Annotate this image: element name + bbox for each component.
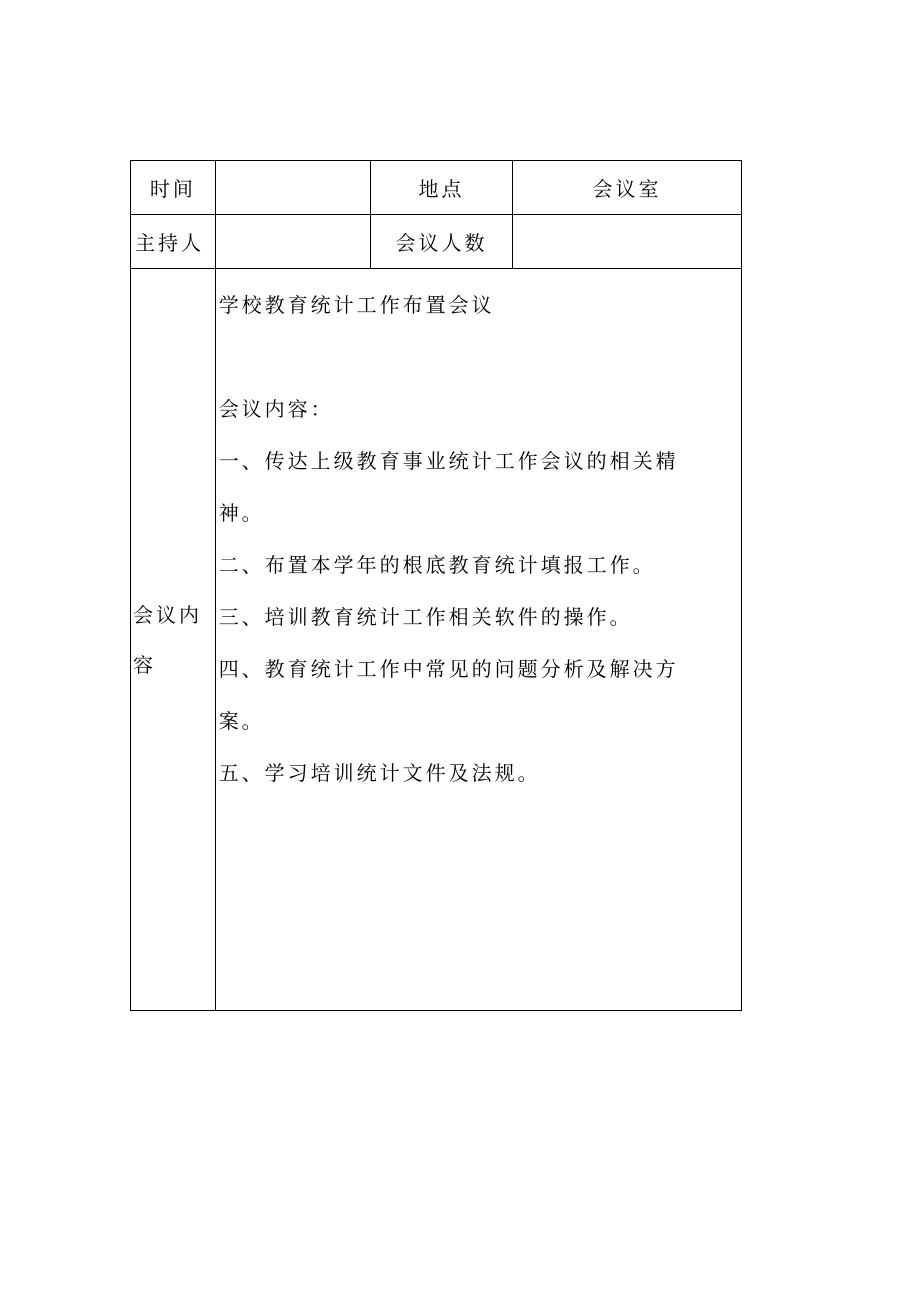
- table-row: [131, 161, 742, 215]
- content-item: 四、教育统计工作中常见的问题分析及解决方案。: [218, 657, 679, 733]
- meeting-title: 学校教育统计工作布置会议: [218, 293, 495, 317]
- blank-line: [219, 331, 691, 383]
- content-item: 二、布置本学年的根底教育统计填报工作。: [218, 553, 656, 577]
- place-label: 地点: [370, 161, 512, 215]
- time-label: 时间: [131, 161, 216, 215]
- content-cell: [215, 269, 741, 1011]
- host-label: 主持人: [131, 215, 216, 269]
- host-value: [215, 215, 370, 269]
- content-item: 三、培训教育统计工作相关软件的操作。: [218, 605, 633, 629]
- table-row: [131, 215, 742, 269]
- content-label: 会议内容: [131, 269, 216, 1011]
- content-item: 五、学习培训统计文件及法规。: [218, 761, 541, 785]
- table-row: [131, 269, 742, 1011]
- content-heading: 会议内容：: [218, 397, 334, 421]
- meeting-record-table: [130, 160, 742, 1011]
- time-value: [215, 161, 370, 215]
- attendee-count-value: [513, 215, 742, 269]
- attendee-count-label: 会议人数: [370, 215, 512, 269]
- content-item: 一、传达上级教育事业统计工作会议的相关精神。: [218, 449, 679, 525]
- place-value: 会议室: [513, 161, 742, 215]
